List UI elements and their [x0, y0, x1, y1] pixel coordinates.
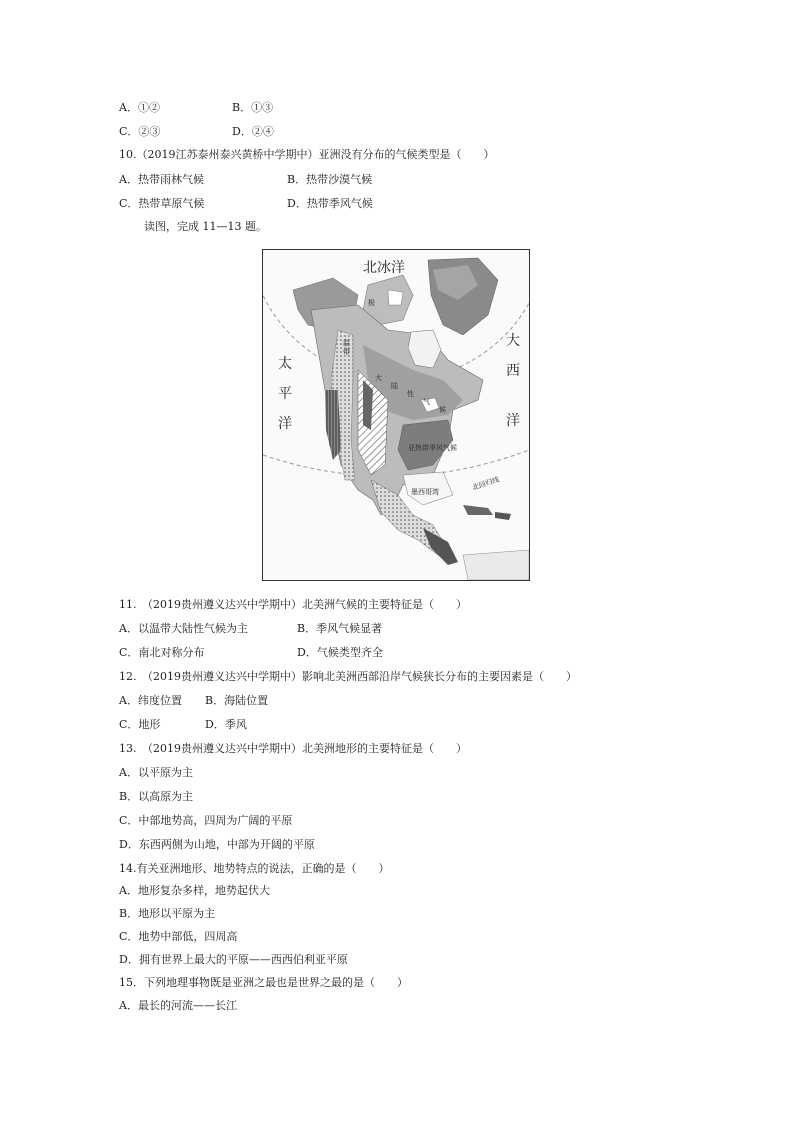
q11-option-b: B．季风气候显著: [297, 622, 383, 635]
q9-option-d: D．②④: [232, 125, 274, 138]
q10-option-a: A．热带雨林气候: [119, 173, 204, 186]
q11-option-c: C．南北对称分布: [119, 646, 205, 659]
label-gulf-of-mexico: 墨西哥湾: [411, 488, 439, 496]
q14-option-c: C．地势中部低，四周高: [119, 930, 238, 943]
north-america-climate-map: [262, 249, 530, 581]
q9-option-b: B．①③: [232, 101, 274, 114]
q15-option-a: A．最长的河流——长江: [119, 999, 237, 1012]
q10-option-d: D．热带季风气候: [287, 197, 373, 210]
q9-option-a: A．①②: [119, 101, 160, 114]
label-atlantic-3: 洋: [506, 413, 520, 429]
label-continental-5: 候: [439, 406, 446, 414]
q14-option-b: B．地形以平原为主: [119, 907, 216, 920]
q13-option-a: A．以平原为主: [119, 766, 193, 779]
q12-stem: 12. （2019贵州遵义达兴中学期中）影响北美洲西部沿岸气候狭长分布的主要因素是（ ）: [119, 670, 577, 683]
q13-option-b: B．以高原为主: [119, 790, 194, 803]
q9-option-c: C．②③: [119, 125, 161, 138]
label-tropic-line: 北回归线: [471, 475, 501, 492]
q11-option-a: A．以温带大陆性气候为主: [119, 622, 248, 635]
label-temperate-1: 温: [343, 339, 350, 347]
label-atlantic-2: 西: [506, 363, 520, 379]
q12-option-d: D．季风: [205, 718, 247, 731]
q12-option-b: B．海陆位置: [205, 694, 269, 707]
label-pacific-3: 洋: [278, 416, 292, 432]
label-atlantic-1: 大: [506, 333, 520, 349]
label-continental-2: 陆: [391, 382, 398, 390]
q13-option-d: D．东西两侧为山地，中部为开阔的平原: [119, 838, 315, 851]
q10-option-b: B．热带沙漠气候: [287, 173, 373, 186]
q12-option-c: C．地形: [119, 718, 161, 731]
q13-stem: 13. （2019贵州遵义达兴中学期中）北美洲地形的主要特征是（ ）: [119, 742, 467, 755]
q11-option-d: D．气候类型齐全: [297, 646, 383, 659]
map-intro: 读图，完成 11—13 题。: [144, 220, 267, 233]
q15-stem: 15．下列地理事物既是亚洲之最也是世界之最的是（ ）: [119, 976, 408, 989]
label-pacific-1: 太: [278, 356, 292, 372]
label-continental-1: 大: [375, 374, 382, 382]
label-continental-3: 性: [407, 390, 414, 398]
label-pacific-2: 平: [278, 386, 292, 402]
q14-stem: 14.有关亚洲地形、地势特点的说法，正确的是（ ）: [119, 862, 390, 875]
q14-option-a: A．地形复杂多样，地势起伏大: [119, 884, 270, 897]
q10-stem: 10.（2019江苏泰州泰兴黄桥中学期中）亚洲没有分布的气候类型是（ ）: [119, 148, 495, 161]
label-subtropical: 亚热带季风气候: [408, 444, 457, 452]
q14-option-d: D．拥有世界上最大的平原——西西伯利亚平原: [119, 953, 348, 966]
q10-option-c: C．热带草原气候: [119, 197, 205, 210]
q13-option-c: C．中部地势高，四周为广阔的平原: [119, 814, 293, 827]
map-svg: [263, 250, 529, 580]
label-arctic-ocean: 北冰洋: [363, 260, 405, 276]
label-temperate-2: 带: [343, 348, 350, 356]
q11-stem: 11. （2019贵州遵义达兴中学期中）北美洲气候的主要特征是（ ）: [119, 598, 467, 611]
label-polar: 极: [368, 299, 375, 307]
q12-option-a: A．纬度位置: [119, 694, 182, 707]
label-continental-4: 气: [423, 398, 430, 406]
